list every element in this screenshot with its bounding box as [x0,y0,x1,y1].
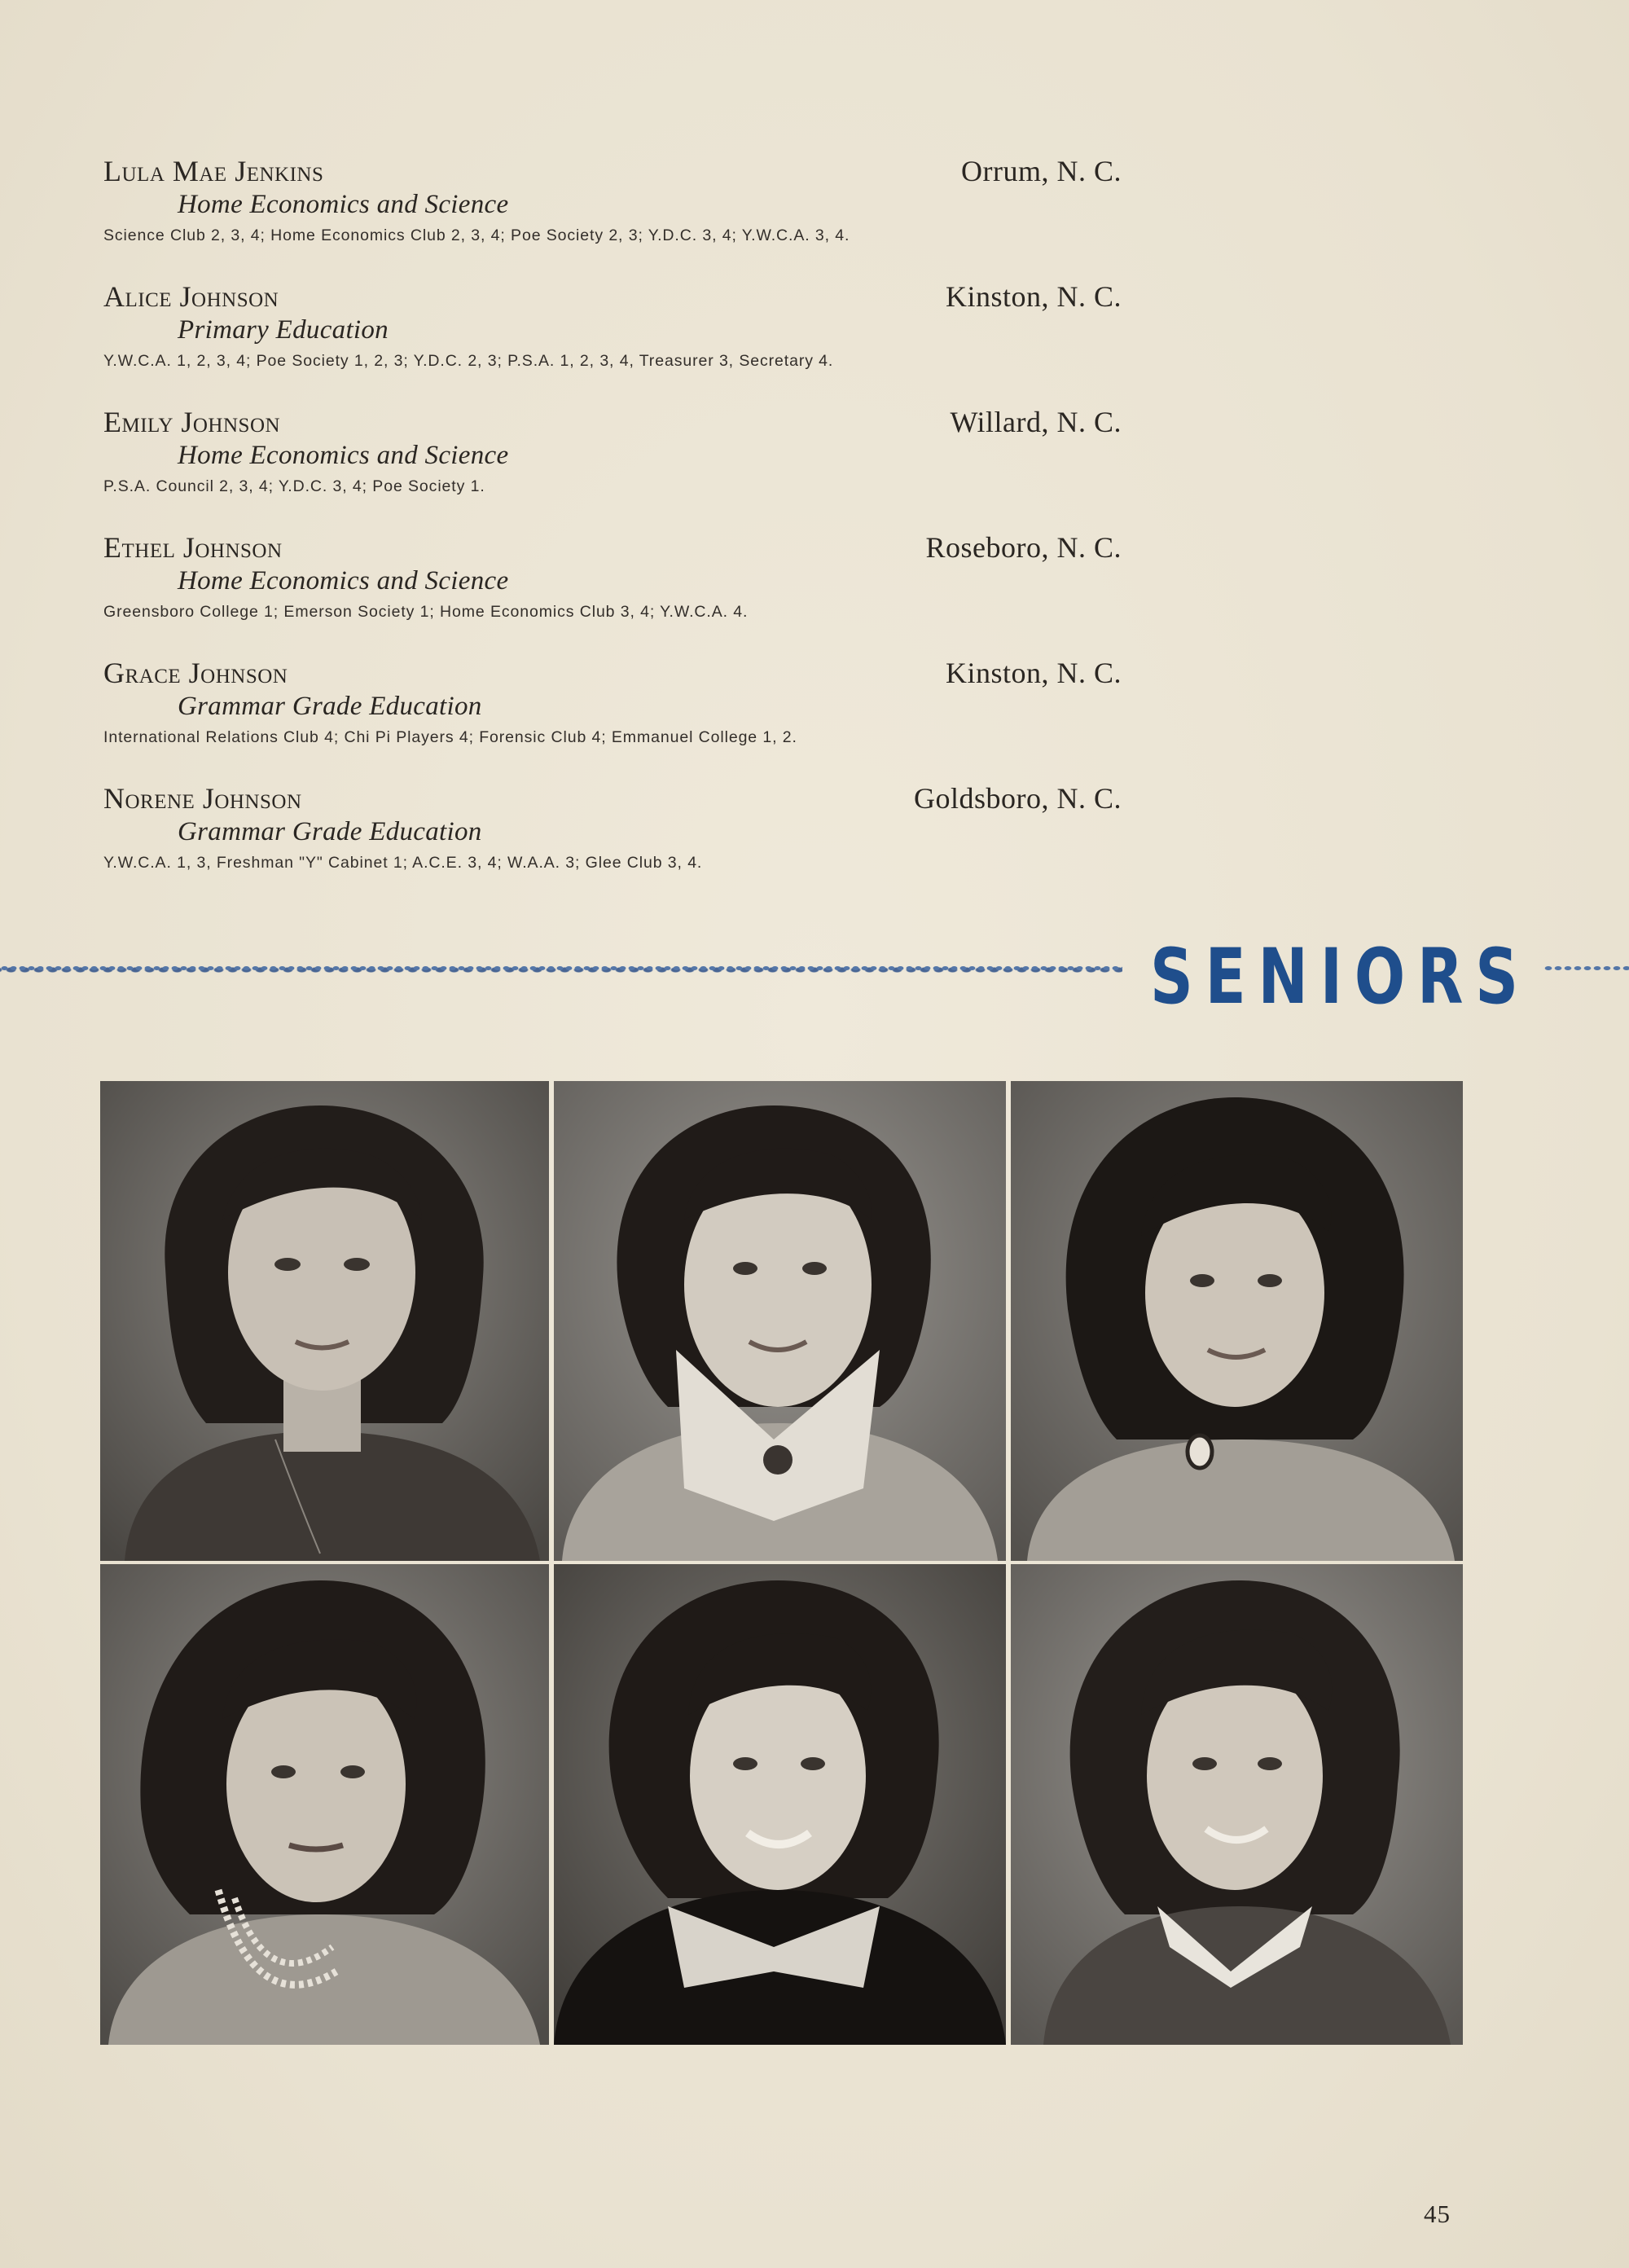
senior-portrait-photo [1011,1081,1463,1561]
senior-photo-grid [100,1081,1463,2045]
senior-portrait-photo [1011,1564,1463,2045]
senior-activities: Science Club 2, 3, 4; Home Economics Club 2, 3, 4; Poe Society 2, 3; Y.D.C. 3, 4; Y.W.C.A. 3, 4. [103,226,850,244]
senior-hometown: Orrum, N. C. [961,155,1122,187]
senior-major: Home Economics and Science [178,566,509,596]
section-heading: SENIORS [1150,933,1530,1022]
senior-hometown: Kinston, N. C. [945,657,1122,689]
senior-name: Grace Johnson [103,657,288,689]
senior-activities: Y.W.C.A. 1, 2, 3, 4; Poe Society 1, 2, 3; Y.D.C. 2, 3; P.S.A. 1, 2, 3, 4, Treasurer 3, Secretary 4. [103,352,834,370]
senior-hometown: Goldsboro, N. C. [913,782,1122,815]
senior-activities: Greensboro College 1; Emerson Society 1; Home Economics Club 3, 4; Y.W.C.A. 4. [103,603,749,621]
senior-major: Home Economics and Science [178,441,509,470]
dot-leader [286,528,923,557]
dot-leader [305,779,911,808]
portrait-image [100,1564,549,2045]
senior-entry [103,779,1122,904]
decorative-rule-right [1543,963,1629,974]
senior-name: Ethel Johnson [103,531,283,564]
senior-name: Alice Johnson [103,280,279,313]
senior-major: Grammar Grade Education [178,817,482,846]
portrait-image [100,1081,549,1561]
portrait-image [554,1081,1006,1561]
portrait-image [1011,1564,1463,2045]
senior-portrait-photo [554,1564,1006,2045]
senior-entry [103,653,1122,779]
portrait-image [554,1564,1006,2045]
decorative-rule-left [0,963,1122,974]
senior-activities: P.S.A. Council 2, 3, 4; Y.D.C. 3, 4; Poe Society 1. [103,477,485,495]
senior-name: Lula Mae Jenkins [103,155,324,187]
senior-entry [103,277,1122,402]
section-divider [0,933,1629,1022]
senior-name: Emily Johnson [103,406,281,438]
senior-portrait-photo [100,1564,549,2045]
dot-leader [282,277,942,306]
senior-entry [103,528,1122,653]
dot-leader [327,152,958,181]
senior-hometown: Kinston, N. C. [945,280,1122,313]
senior-major: Grammar Grade Education [178,692,482,721]
senior-hometown: Roseboro, N. C. [925,531,1122,564]
dot-leader [291,653,942,683]
senior-major: Primary Education [178,315,389,345]
page-number: 45 [1424,2200,1451,2228]
senior-portrait-photo [554,1081,1006,1561]
senior-activities: International Relations Club 4; Chi Pi Players 4; Forensic Club 4; Emmanuel College 1, 2. [103,728,797,746]
senior-entry [103,402,1122,528]
dot-leader [283,402,946,432]
senior-activities: Y.W.C.A. 1, 3, Freshman "Y" Cabinet 1; A.C.E. 3, 4; W.A.A. 3; Glee Club 3, 4. [103,854,703,872]
senior-entries [103,152,1122,904]
senior-major: Home Economics and Science [178,190,509,219]
senior-name: Norene Johnson [103,782,302,815]
senior-hometown: Willard, N. C. [950,406,1122,438]
senior-portrait-photo [100,1081,549,1561]
senior-entry [103,152,1122,277]
portrait-image [1011,1081,1463,1561]
